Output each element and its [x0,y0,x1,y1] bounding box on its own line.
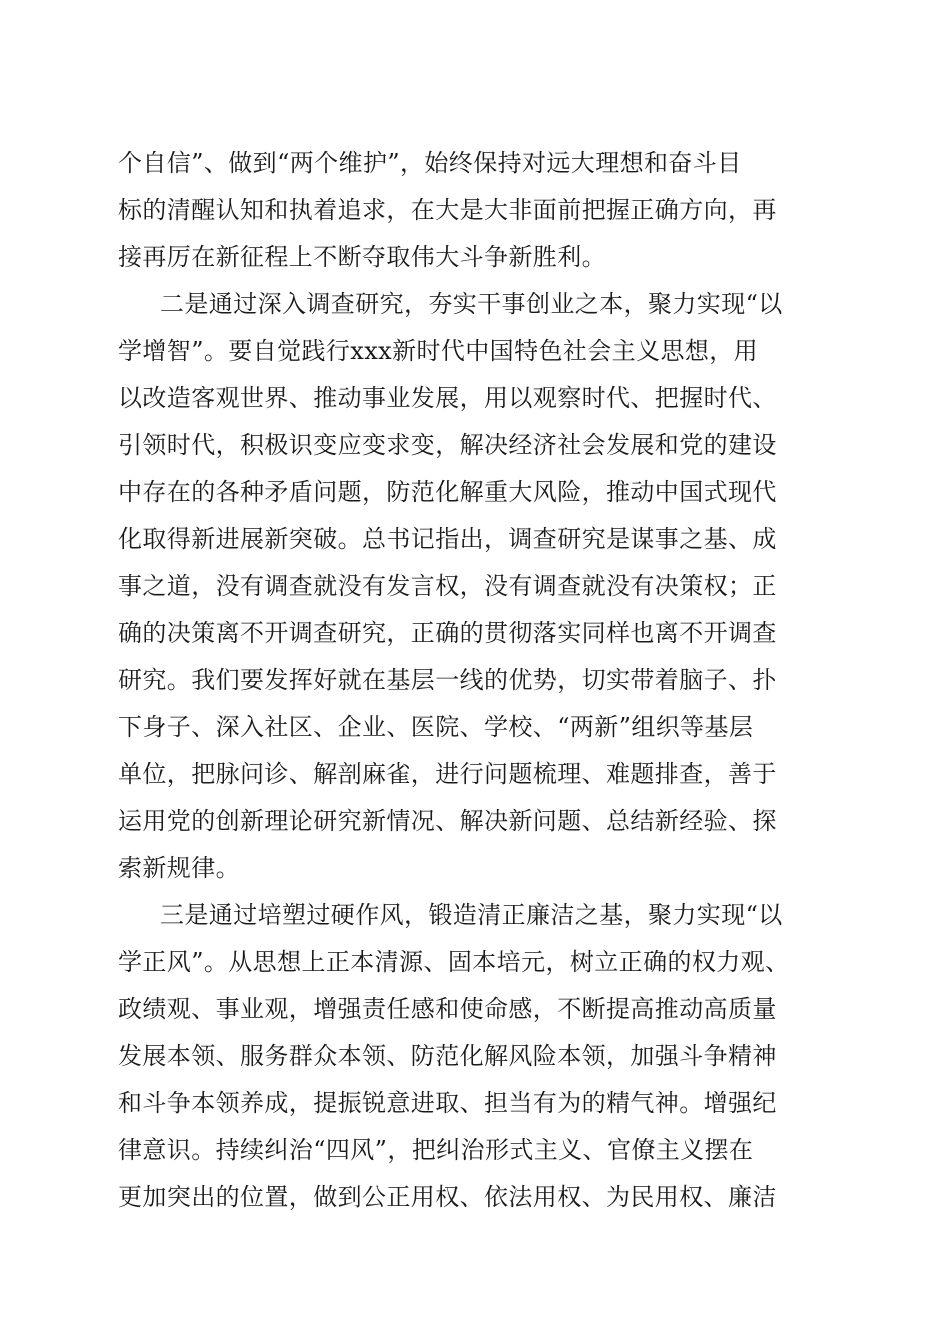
text-line: 和斗争本领养成，提振锐意进取、担当有为的精气神。增强纪 [118,1089,777,1117]
text-line: 化取得新进展新突破。总书记指出，调查研究是谋事之基、成 [118,525,777,553]
text-line: 标的清醒认知和执着追求，在大是大非面前把握正确方向，再 [118,196,777,224]
text-line: 引领时代，积极识变应变求变，解决经济社会发展和党的建设 [118,431,777,459]
text-line: 接再厉在新征程上不断夺取伟大斗争新胜利。 [118,243,606,271]
text-line: 单位，把脉问诊、解剖麻雀，进行问题梳理、难题排查，善于 [118,760,777,788]
text-line: 更加突出的位置，做到公正用权、依法用权、为民用权、廉洁 [118,1183,777,1211]
text-line: 索新规律。 [118,854,240,882]
text-line: 下身子、深入社区、企业、医院、学校、“两新”组织等基层 [118,713,754,741]
text-line: 中存在的各种矛盾问题，防范化解重大风险，推动中国式现代 [118,478,777,506]
text-line: 律意识。持续纠治“四风”，把纠治形式主义、官僚主义摆在 [118,1136,754,1164]
text-line: 学正风”。从思想上正本清源、固本培元，树立正确的权力观、 [118,948,790,976]
text-line: 事之道，没有调查就没有发言权，没有调查就没有决策权；正 [118,572,777,600]
text-line: 学增智”。要自觉践行xxx新时代中国特色社会主义思想，用 [118,337,759,365]
text-line: 发展本领、服务群众本领、防范化解风险本领，加强斗争精神 [118,1042,777,1070]
text-line: 研究。我们要发挥好就在基层一线的优势，切实带着脑子、扑 [118,666,777,694]
paragraph-heading-line: 三是通过培塑过硬作风，锻造清正廉洁之基，聚力实现“以 [160,901,783,929]
text-line: 个自信”、做到“两个维护”，始终保持对远大理想和奋斗目 [118,149,742,177]
text-line: 运用党的创新理论研究新情况、解决新问题、总结新经验、探 [118,807,777,835]
paragraph-heading-line: 二是通过深入调查研究，夯实干事创业之本，聚力实现“以 [160,290,783,318]
text-line: 政绩观、事业观，增强责任感和使命感，不断提高推动高质量 [118,995,777,1023]
text-line: 以改造客观世界、推动事业发展，用以观察时代、把握时代、 [118,384,777,412]
text-line: 确的决策离不开调查研究，正确的贯彻落实同样也离不开调查 [118,619,777,647]
body-text [118,140,838,1221]
